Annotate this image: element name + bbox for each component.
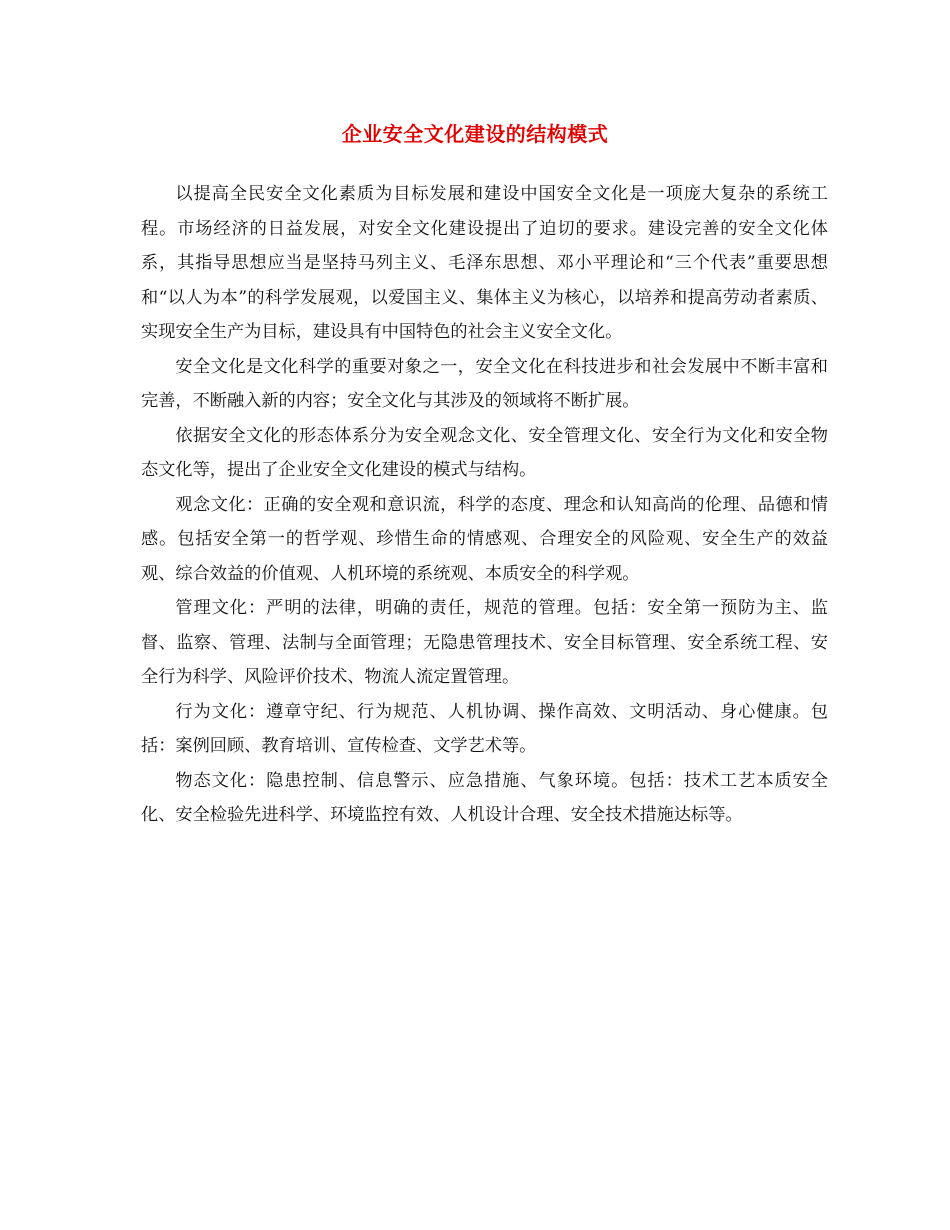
paragraph-management-culture: 管理文化：严明的法律，明确的责任，规范的管理。包括：安全第一预防为主、监督、监察、管理、法制与全面管理；无隐患管理技术、安全目标管理、安全系统工程、安全行为科学、风险评价技术、物流人流定置管理。 bbox=[141, 598, 828, 687]
document-body bbox=[141, 177, 828, 833]
paragraph-safety-culture-object: 安全文化是文化科学的重要对象之一，安全文化在科技进步和社会发展中不断丰富和完善，不断融入新的内容；安全文化与其涉及的领域将不断扩展。 bbox=[141, 356, 828, 411]
paragraph-intro: 以提高全民安全文化素质为目标发展和建设中国安全文化是一项庞大复杂的系统工程。市场经济的日益发展，对安全文化建设提出了迫切的要求。建设完善的安全文化体系，其指导思想应当是坚持马列主义、毛泽东思想、邓小平理论和“三个代表”重要思想和“以人为本”的科学发展观，以爱国主义、集体主义为核心，以培养和提高劳动者素质、实现安全生产为目标，建设具有中国特色的社会主义安全文化。 bbox=[141, 184, 828, 342]
paragraph-behavior-culture: 行为文化：遵章守纪、行为规范、人机协调、操作高效、文明活动、身心健康。包括：案例回顾、教育培训、宣传检查、文学艺术等。 bbox=[141, 701, 828, 756]
paragraph-concept-culture: 观念文化：正确的安全观和意识流，科学的态度、理念和认知高尚的伦理、品德和情感。包括安全第一的哲学观、珍惜生命的情感观、合理安全的风险观、安全生产的效益观、综合效益的价值观、人机环境的系统观、本质安全的科学观。 bbox=[141, 494, 828, 584]
paragraph-material-culture: 物态文化：隐患控制、信息警示、应急措施、气象环境。包括：技术工艺本质安全化、安全检验先进科学、环境监控有效、人机设计合理、安全技术措施达标等。 bbox=[141, 770, 828, 825]
paragraph-form-system: 依据安全文化的形态体系分为安全观念文化、安全管理文化、安全行为文化和安全物态文化等，提出了企业安全文化建设的模式与结构。 bbox=[141, 425, 828, 480]
document-title: 企业安全文化建设的结构模式 bbox=[341, 122, 609, 146]
